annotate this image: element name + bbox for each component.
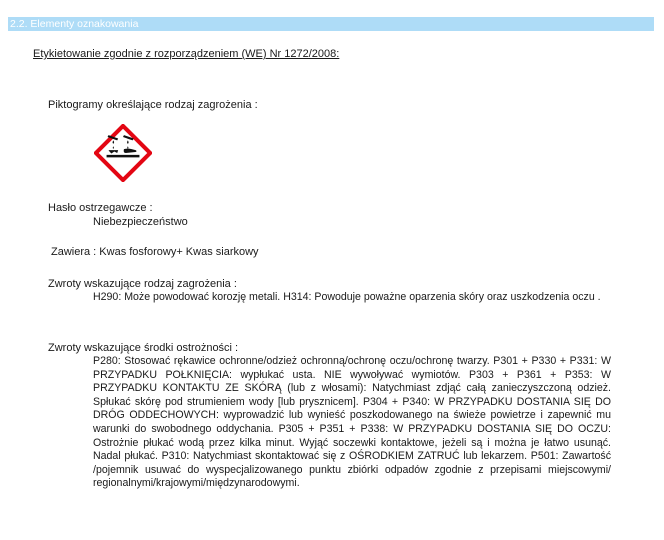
contains-text: Zawiera : Kwas fosforowy+ Kwas siarkowy	[51, 246, 259, 258]
section-header-bar	[8, 17, 654, 31]
signal-word-label: Hasło ostrzegawcze :	[48, 202, 153, 214]
corrosion-pictogram-icon	[94, 124, 152, 182]
hazard-statements-label: Zwroty wskazujące rodzaj zagrożenia :	[48, 278, 237, 290]
signal-word-value: Niebezpieczeństwo	[93, 216, 188, 228]
precautionary-statements-label: Zwroty wskazujące środki ostrożności :	[48, 342, 239, 354]
precautionary-statements-text: P280: Stosować rękawice ochronne/odzież ochronną/ochronę oczu/ochronę twarzy. P301 + P330 + P331: W PRZYPADKU POŁKNIĘCIA: wypłukać usta. NIE wywoływać wymiotów. P303 + P361 + P353: W PRZYPADKU KONTAKTU ZE SKÓRĄ (lub z włosami): Natychmiast zdjąć całą zanieczyszczoną odzież. Spłukać skórę pod strumieniem wody [lub prysznicem]. P304 + P340: W PRZYPADKU DOSTANIA SIĘ DO DRÓG ODDECHOWYCH: wyprowadzić lub wynieść poszkodowanego na świeże powietrze i zapewnić mu warunki do swobodnego oddychania. P305 + P351 + P338: W PRZYPADKU DOSTANIA SIĘ DO OCZU: Ostrożnie płukać wodą przez kilka minut. Wyjąć soczewki kontaktowe, jeżeli są i można je łatwo usunąć. Nadal płukać. P310: Natychmiast skontaktować się z OŚRODKIEM ZATRUĆ lub lekarzem. P501: Zawartość /pojemnik usuwać do wyspecjalizowanego punktu zbiórki odpadów zgodnie z przepisami miejscowymi/ regionalnymi/krajowymi/międzynarodowymi.	[93, 355, 611, 490]
pictograms-label: Piktogramy określające rodzaj zagrożenia :	[48, 99, 258, 111]
hazard-statements-text: H290: Może powodować korozję metali. H314: Powoduje poważne oparzenia skóry oraz uszkodzenia oczu .	[93, 291, 601, 303]
section-title: 2.2. Elementy oznakowania	[10, 18, 139, 30]
labelling-regulation-title: Etykietowanie zgodnie z rozporządzeniem (WE) Nr 1272/2008:	[33, 48, 340, 60]
